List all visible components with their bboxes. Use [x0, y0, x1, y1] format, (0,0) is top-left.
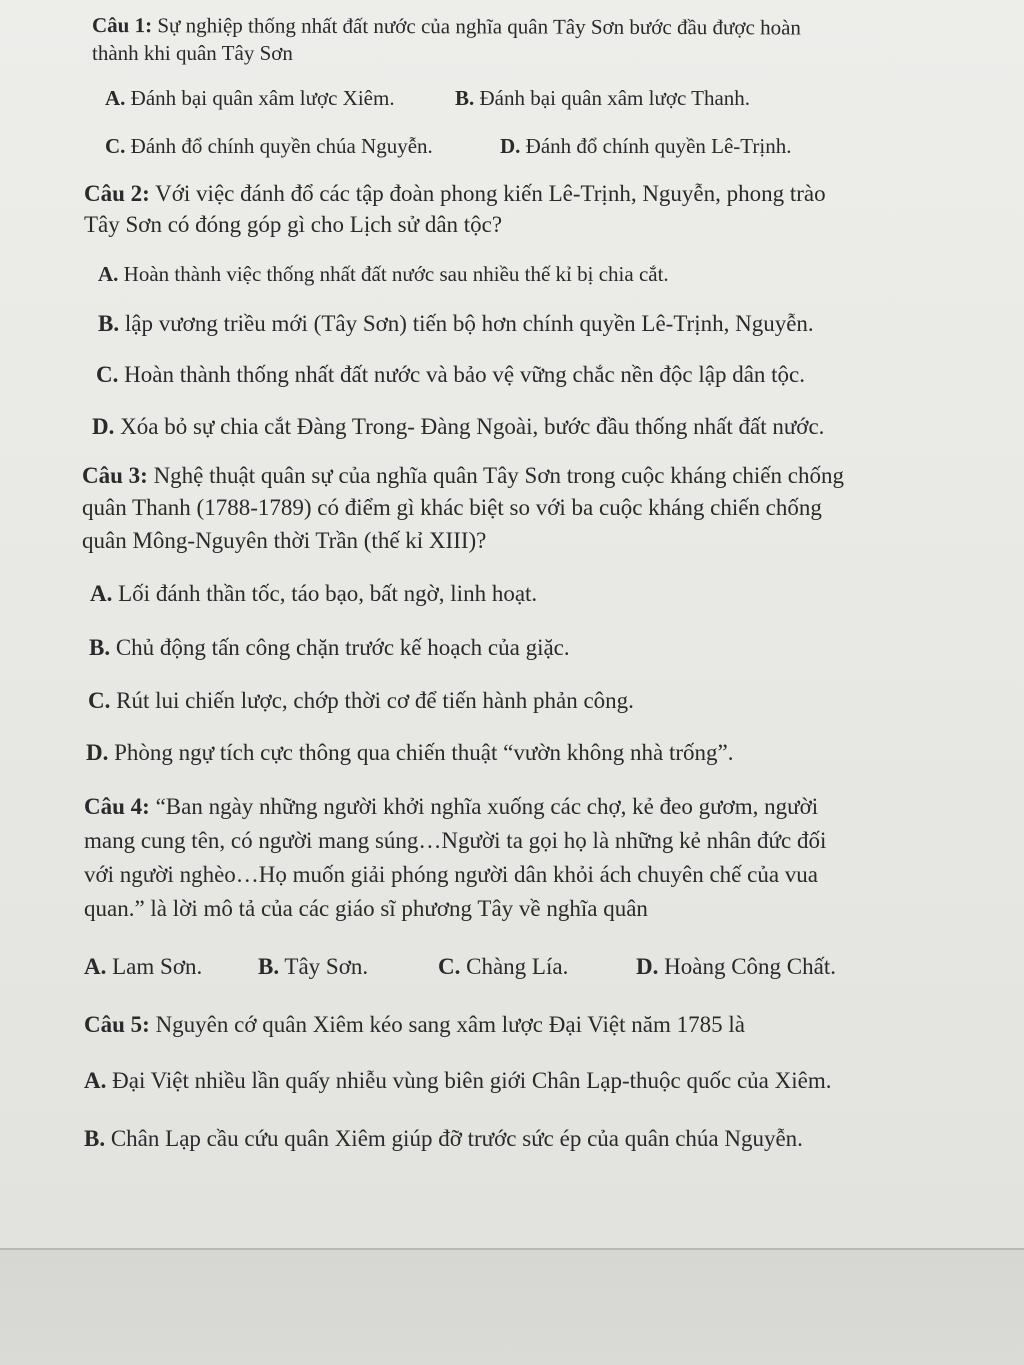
question-2-option-a[interactable] — [98, 262, 669, 287]
question-5-label: Câu 5: — [84, 1012, 150, 1037]
option-letter: B. — [98, 311, 120, 336]
question-2-option-c[interactable] — [96, 362, 805, 388]
question-2-line-1 — [84, 181, 826, 207]
option-letter: B. — [455, 86, 475, 110]
question-1-text-line-2: thành khi quân Tây Sơn — [92, 41, 293, 65]
option-letter: D. — [500, 134, 521, 158]
question-4-text-line-1: “Ban ngày những người khởi nghĩa xuống các chợ, kẻ đeo gươm, người — [149, 794, 819, 819]
question-4-option-b[interactable] — [258, 954, 368, 980]
question-4-option-c[interactable] — [438, 954, 568, 980]
option-text: lập vương triều mới (Tây Sơn) tiến bộ hơn chính quyền Lê-Trịnh, Nguyễn. — [119, 311, 814, 336]
question-2-option-b[interactable] — [98, 311, 814, 337]
question-3-text-line-3: quân Mông-Nguyên thời Trần (thế kỉ XIII)? — [82, 528, 487, 553]
option-letter: A. — [90, 581, 113, 606]
question-4-text-line-3: với người nghèo…Họ muốn giải phóng người dân khỏi ách chuyên chế của vua — [84, 862, 819, 887]
option-letter: B. — [89, 635, 111, 660]
question-1-text-line-1: Sự nghiệp thống nhất đất nước của nghĩa quân Tây Sơn bước đầu được hoàn — [152, 13, 801, 40]
question-4-text-line-4: quan.” là lời mô tả của các giáo sĩ phương Tây về nghĩa quân — [84, 896, 648, 921]
option-text: Đánh bại quân xâm lược Thanh. — [474, 86, 751, 110]
desk-surface — [0, 1250, 1024, 1365]
question-3-text-line-1: Nghệ thuật quân sự của nghĩa quân Tây Sơn trong cuộc kháng chiến chống — [147, 463, 844, 488]
option-text: Tây Sơn. — [279, 954, 369, 979]
question-5-line-1 — [84, 1012, 745, 1038]
option-letter: A. — [84, 954, 107, 979]
question-2-text-line-1: Với việc đánh đổ các tập đoàn phong kiến Lê-Trịnh, Nguyễn, phong trào — [149, 181, 826, 206]
question-1-option-b[interactable] — [455, 86, 750, 111]
question-3-option-b[interactable] — [89, 635, 570, 661]
question-4-line-2 — [84, 828, 826, 854]
option-text: Chàng Lía. — [460, 954, 569, 979]
question-4-option-d[interactable] — [636, 954, 836, 980]
question-3-label: Câu 3: — [82, 463, 148, 488]
question-3-text-line-2: quân Thanh (1788-1789) có điểm gì khác biệt so với ba cuộc kháng chiến chống — [82, 495, 822, 520]
question-4-label: Câu 4: — [84, 794, 150, 819]
question-5-option-b[interactable] — [84, 1126, 803, 1152]
question-4-option-a[interactable] — [84, 954, 202, 980]
question-1-option-d[interactable] — [500, 134, 791, 159]
question-3-option-d[interactable] — [86, 740, 733, 766]
option-letter: A. — [84, 1068, 107, 1093]
question-2-line-2 — [84, 212, 502, 238]
option-letter: C. — [438, 954, 461, 979]
option-letter: A. — [98, 262, 119, 286]
option-text: Hoàn thành việc thống nhất đất nước sau nhiều thế kỉ bị chia cắt. — [118, 262, 669, 286]
question-1-label: Câu 1: — [91, 13, 153, 38]
question-1-option-c[interactable] — [105, 134, 433, 159]
option-text: Phòng ngự tích cực thông qua chiến thuật “vườn không nhà trống”. — [108, 740, 734, 765]
option-letter: C. — [88, 688, 111, 713]
question-4-line-4 — [84, 896, 648, 922]
option-text: Lối đánh thần tốc, táo bạo, bất ngờ, linh hoạt. — [112, 581, 538, 606]
question-3-line-2 — [82, 495, 822, 521]
option-text: Chân Lạp cầu cứu quân Xiêm giúp đỡ trước sức ép của quân chúa Nguyễn. — [105, 1126, 803, 1151]
option-text: Đánh bại quân xâm lược Xiêm. — [125, 86, 395, 110]
question-3-option-c[interactable] — [88, 688, 634, 714]
option-letter: C. — [105, 134, 126, 158]
question-2-option-d[interactable] — [92, 414, 824, 440]
option-letter: C. — [96, 362, 119, 387]
option-letter: B. — [258, 954, 280, 979]
question-1-line-2 — [92, 41, 293, 66]
option-letter: B. — [84, 1126, 106, 1151]
option-text: Đại Việt nhiều lần quấy nhiễu vùng biên giới Chân Lạp-thuộc quốc của Xiêm. — [106, 1068, 832, 1093]
option-text: Hoàng Công Chất. — [658, 954, 836, 979]
question-4-options-row — [84, 954, 984, 984]
question-3-option-a[interactable] — [90, 581, 537, 607]
option-text: Chủ động tấn công chặn trước kế hoạch của giặc. — [110, 635, 570, 660]
question-1-option-a[interactable] — [105, 86, 395, 111]
question-5-text-line-1: Nguyên cớ quân Xiêm kéo sang xâm lược Đại Việt năm 1785 là — [149, 1012, 745, 1037]
option-text: Lam Sơn. — [106, 954, 203, 979]
question-5-option-a[interactable] — [84, 1068, 831, 1094]
option-text: Xóa bỏ sự chia cắt Đàng Trong- Đàng Ngoài, bước đầu thống nhất đất nước. — [114, 414, 825, 439]
question-1-line-1 — [92, 13, 801, 40]
option-letter: D. — [92, 414, 115, 439]
option-text: Đánh đổ chính quyền chúa Nguyễn. — [125, 134, 433, 158]
question-4-line-3 — [84, 862, 818, 888]
question-2-label: Câu 2: — [84, 181, 150, 206]
question-4-line-1 — [84, 794, 818, 820]
question-1-options-row-2 — [105, 134, 1005, 162]
option-letter: D. — [86, 740, 109, 765]
question-2-text-line-2: Tây Sơn có đóng góp gì cho Lịch sử dân tộc? — [84, 212, 503, 237]
option-letter: A. — [105, 86, 126, 110]
question-3-line-1 — [82, 463, 844, 489]
question-1-options-row-1 — [105, 86, 1005, 114]
option-letter: D. — [636, 954, 659, 979]
question-3-line-3 — [82, 528, 486, 554]
question-4-text-line-2: mang cung tên, có người mang súng…Người ta gọi họ là những kẻ nhân đức đối — [84, 828, 827, 853]
option-text: Hoàn thành thống nhất đất nước và bảo vệ vững chắc nền độc lập dân tộc. — [118, 362, 806, 387]
option-text: Rút lui chiến lược, chớp thời cơ để tiến hành phản công. — [110, 688, 634, 713]
option-text: Đánh đổ chính quyền Lê-Trịnh. — [520, 134, 792, 158]
